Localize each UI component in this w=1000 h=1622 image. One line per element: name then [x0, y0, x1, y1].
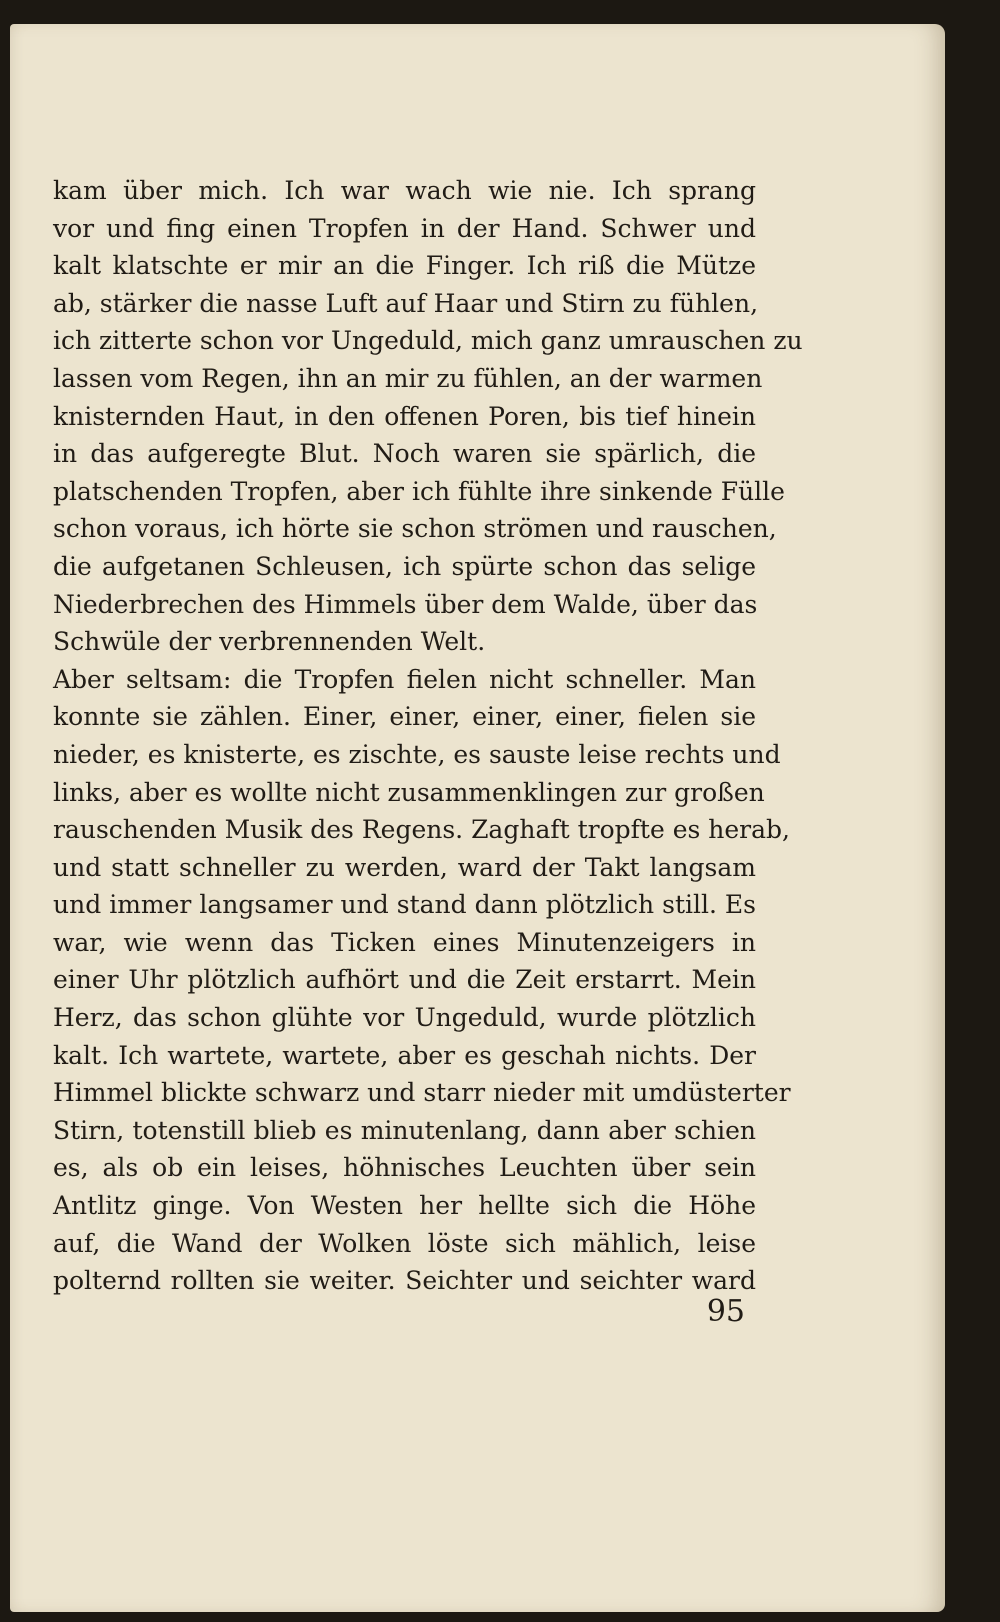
- text-line: kam über mich. Ich war wach wie nie. Ich sprang: [53, 176, 756, 205]
- text-line: Stirn, totenstill blieb es minutenlang, dann aber schien: [53, 1115, 756, 1145]
- text-line: Herz, das schon glühte vor Ungeduld, wurde plötzlich: [53, 1003, 756, 1033]
- text-line: rauschenden Musik des Regens. Zaghaft tropfte es herab,: [53, 815, 790, 845]
- text-line: ab, stärker die nasse Luft auf Haar und Stirn zu fühlen,: [53, 288, 759, 318]
- text-line: links, aber es wollte nicht zusammenklingen zur großen: [53, 777, 765, 807]
- text-line: kalt. Ich wartete, wartete, aber es geschah nichts. Der: [53, 1040, 756, 1070]
- text-line: Himmel blickte schwarz und starr nieder mit umdüsterter: [53, 1078, 791, 1108]
- text-line: Schwüle der verbrennenden Welt.: [53, 627, 486, 657]
- text-line: polternd rollten sie weiter. Seichter und seichter ward: [53, 1266, 756, 1296]
- text-line: kalt klatschte er mir an die Finger. Ich riß die Mütze: [53, 251, 756, 281]
- text-line: Antlitz ginge. Von Westen her hellte sich die Höhe: [53, 1191, 756, 1221]
- text-line: war, wie wenn das Ticken eines Minutenzeigers in: [53, 927, 756, 957]
- body-text: [53, 172, 803, 1300]
- text-line: lassen vom Regen, ihn an mir zu fühlen, an der warmen: [53, 363, 763, 393]
- text-line: konnte sie zählen. Einer, einer, einer, einer, fielen sie: [53, 702, 756, 732]
- text-line: und statt schneller zu werden, ward der Takt langsam: [53, 852, 756, 882]
- text-line: schon voraus, ich hörte sie schon strömen und rauschen,: [53, 514, 777, 544]
- text-line: Niederbrechen des Himmels über dem Walde, über das: [53, 589, 758, 619]
- text-line: auf, die Wand der Wolken löste sich mählich, leise: [53, 1228, 756, 1258]
- text-line: ich zitterte schon vor Ungeduld, mich ganz umrauschen zu: [53, 326, 803, 356]
- text-line: Aber seltsam: die Tropfen fielen nicht schneller. Man: [53, 664, 756, 694]
- text-line: es, als ob ein leises, höhnisches Leuchten über sein: [53, 1153, 756, 1183]
- text-line: vor und fing einen Tropfen in der Hand. Schwer und: [53, 213, 756, 243]
- text-line: einer Uhr plötzlich aufhört und die Zeit erstarrt. Mein: [53, 965, 756, 995]
- text-line: die aufgetanen Schleusen, ich spürte schon das selige: [53, 551, 756, 581]
- text-line: knisternden Haut, in den offenen Poren, bis tief hinein: [53, 401, 756, 431]
- page-number: 95: [706, 1294, 745, 1329]
- text-line: und immer langsamer und stand dann plötzlich still. Es: [53, 890, 756, 920]
- text-line: nieder, es knisterte, es zischte, es sauste leise rechts und: [53, 739, 781, 769]
- text-line: platschenden Tropfen, aber ich fühlte ihre sinkende Fülle: [53, 476, 785, 506]
- book-page: [10, 24, 945, 1612]
- text-line: in das aufgeregte Blut. Noch waren sie spärlich, die: [53, 439, 756, 469]
